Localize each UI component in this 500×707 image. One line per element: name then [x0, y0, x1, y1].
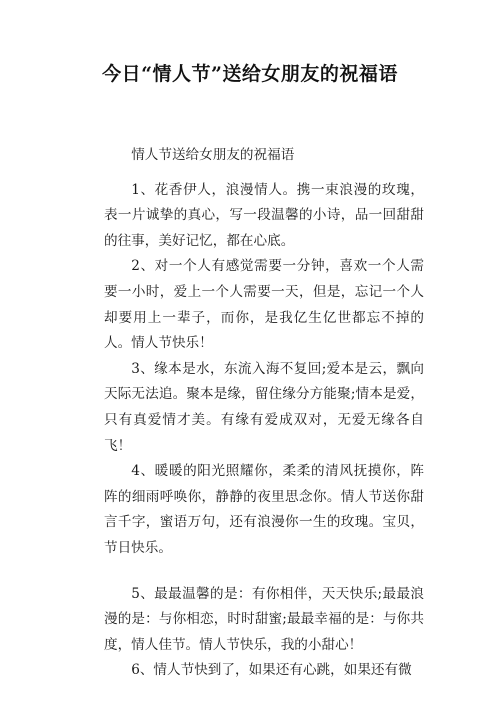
paragraph-3: 3、缘本是水，东流入海不复回;爱本是云，飘向天际无法追。聚本是缘，留住缘分方能聚;情本是爱，只有真爱情才美。有缘有爱成双对，无爱无缘各自飞！: [104, 360, 424, 454]
paragraph-5: 5、最最温馨的是：有你相伴，天天快乐;最最浪漫的是：与你相恋，时时甜蜜;最最幸福的是：与你共度，情人佳节。情人节快乐，我的小甜心！: [104, 585, 424, 653]
paragraph-1: 1、花香伊人，浪漫情人。携一束浪漫的玫瑰，表一片诚挚的真心，写一段温馨的小诗，品一回甜甜的往事，美好记忆，都在心底。: [104, 181, 424, 249]
paragraph-2: 2、对一个人有感觉需要一分钟，喜欢一个人需要一小时，爱上一个人需要一天，但是，忘记一个人却要用上一辈子，而你，是我亿生亿世都忘不掉的人。情人节快乐！: [104, 258, 424, 352]
document-body: [104, 143, 424, 684]
section-heading: 情人节送给女朋友的祝福语: [131, 147, 295, 163]
document-title: 今日“情人节”送给女朋友的祝福语: [102, 63, 398, 85]
paragraph-4: 4、暖暖的阳光照耀你，柔柔的清风抚摸你，阵阵的细雨呼唤你，静静的夜里思念你。情人节送你甜言千字，蜜语万句，还有浪漫你一生的玫瑰。宝贝，节日快乐。: [104, 463, 424, 556]
paragraph-6: 6、情人节快到了，如果还有心跳，如果还有微: [131, 662, 412, 679]
